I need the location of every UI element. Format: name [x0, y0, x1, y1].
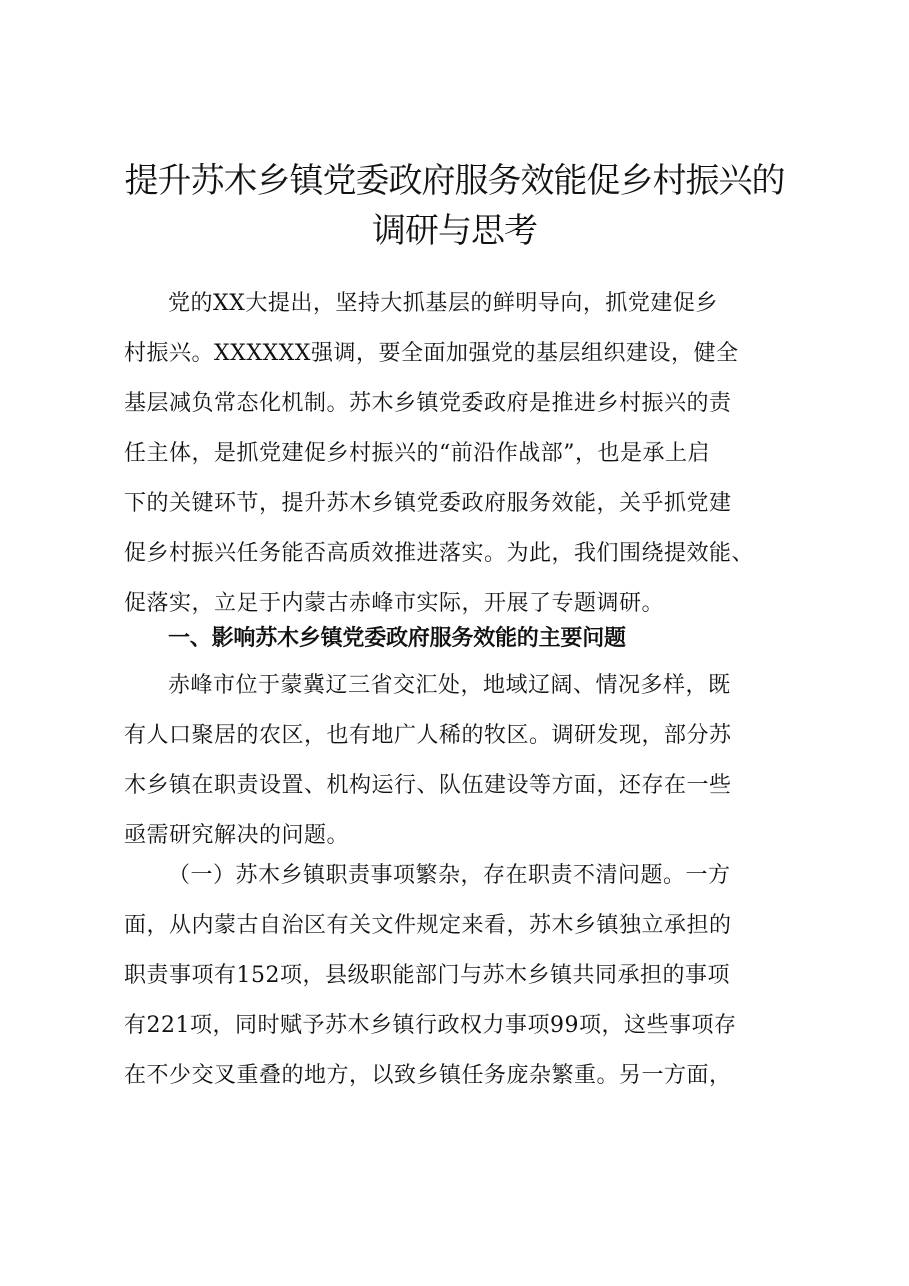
- section-paragraph: [124, 661, 796, 861]
- title-line-1: 提升苏木乡镇党委政府服务效能促乡村振兴的: [124, 161, 785, 201]
- paragraph-line: 任主体，是抓党建促乡村振兴的“前沿作战部”，也是承上启: [124, 441, 710, 466]
- document-title: [100, 156, 809, 256]
- paragraph-line: 下的关键环节，提升苏木乡镇党委政府服务效能，关乎抓党建: [124, 491, 732, 516]
- paragraph-line: 职责事项有152项，县级职能部门与苏木乡镇共同承担的事项: [124, 963, 730, 988]
- paragraph-line: 促乡村振兴任务能否高质效推进落实。为此，我们围绕提效能、: [124, 541, 755, 566]
- paragraph-line: 在不少交叉重叠的地方，以致乡镇任务庞杂繁重。另一方面，: [124, 1063, 732, 1088]
- paragraph-line: 基层减负常态化机制。苏木乡镇党委政府是推进乡村振兴的责: [124, 391, 732, 416]
- intro-paragraph: [124, 279, 796, 629]
- paragraph-line: 赤峰市位于蒙冀辽三省交汇处，地域辽阔、情况多样，既: [168, 673, 731, 698]
- paragraph-line: 村振兴。XXXXXX强调，要全面加强党的基层组织建设，健全: [124, 341, 739, 366]
- paragraph-line: 亟需研究解决的问题。: [124, 823, 350, 848]
- paragraph-line: 促落实，立足于内蒙古赤峰市实际，开展了专题调研。: [124, 591, 665, 616]
- subsection-paragraph: [124, 851, 796, 1101]
- section-heading: 一、影响苏木乡镇党委政府服务效能的主要问题: [168, 626, 626, 651]
- paragraph-line: 木乡镇在职责设置、机构运行、队伍建设等方面，还存在一些: [124, 773, 732, 798]
- paragraph-line: 有221项，同时赋予苏木乡镇行政权力事项99项，这些事项存: [124, 1013, 737, 1038]
- paragraph-line: （一）苏木乡镇职责事项繁杂，存在职责不清问题。一方: [168, 863, 731, 888]
- paragraph-line: 有人口聚居的农区，也有地广人稀的牧区。调研发现，部分苏: [124, 723, 732, 748]
- paragraph-line: 党的XX大提出，坚持大抓基层的鲜明导向，抓党建促乡: [168, 291, 718, 316]
- paragraph-line: 面，从内蒙古自治区有关文件规定来看，苏木乡镇独立承担的: [124, 913, 732, 938]
- title-line-2: 调研与思考: [372, 211, 537, 251]
